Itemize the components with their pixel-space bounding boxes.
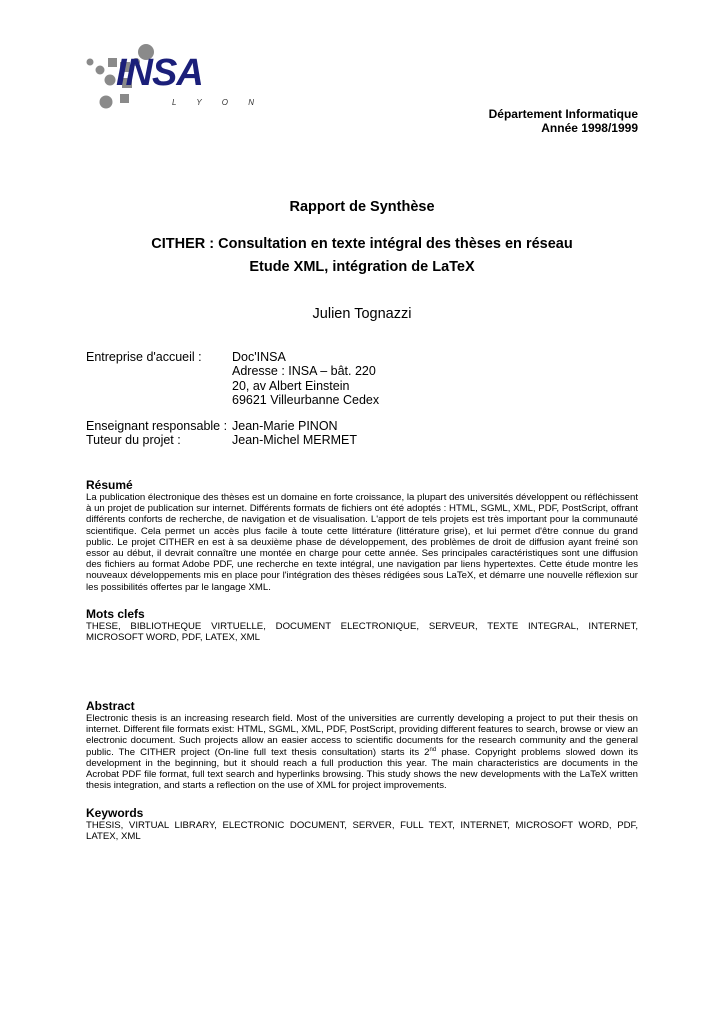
title-line-1: CITHER : Consultation en texte intégral des thèses en réseau [151,236,573,252]
tutor-label: Tuteur du projet : [86,433,181,448]
host-line: Doc'INSA [232,350,286,364]
host-line: Adresse : INSA – bât. 220 [232,364,376,379]
mots-clefs-heading: Mots clefs [86,607,145,621]
tutor-name: Jean-Michel MERMET [232,433,358,448]
abstract-text-part: phase. Copyright problems slowed down its development in the beginning, but it should reach a full production this year. The main characteristics are documents in the Acrobat PDF file format, full text search and hyperlinks browsing. This study shows the new developments with the LaTeX written thesis integration, and starts a reflection on the use of XML for project improvements. [86,746,638,792]
keywords-heading: Keywords [86,806,144,820]
teacher-name: Jean-Marie PINON [232,419,338,433]
report-type: Rapport de Synthèse [289,199,435,215]
host-line: 20, av Albert Einstein [232,378,350,393]
department-block [489,107,638,135]
host-line: 69621 Villeurbanne Cedex [232,393,380,408]
abstract-text-part: Electronic thesis is an increasing research field. Most of the universities are currently developing a project to put their thesis on internet. Different file formats exist: HTML, SGML, XML, PDF, PostScript, providing different features to search, browse or view an electronic document. Such projects allow an easier access to scientific documents for the research community and the general public. The CITHER project (On-line full text thesis consultation) starts its 2 [86,713,638,758]
supervisors [86,419,638,449]
logo-city: L Y O N [172,98,264,107]
department-name: Département Informatique [488,107,638,121]
mots-clefs-text: THESE, BIBLIOTHEQUE VIRTUELLE, DOCUMENT ELECTRONIQUE, SERVEUR, TEXTE INTEGRAL, INTERNET, MICROSOFT WORD, PDF, LATEX, XML [86,621,638,644]
ordinal-suffix: nd [429,746,437,753]
keywords-text: THESIS, VIRTUAL LIBRARY, ELECTRONIC DOCUMENT, SERVER, FULL TEXT, INTERNET, MICROSOFT WORD, PDF, LATEX, XML [86,820,638,843]
resume-text: La publication électronique des thèses est un domaine en forte croissance, la plupart des universités développent ou réfléchissent à un projet de publication sur internet. Différents formats de fichiers ont été adoptés : HTML, SGML, XML, PDF, PostScript, offrant différents conforts de recherche, de navigation et de visualisation. L'apport de tels projets est très important pour la communauté scientifique. Cela permet un accès plus facile à toute cette littérature (littérature grise), et lui permet d'être connue du grand public. Le projet CITHER en est à sa deuxième phase de développement, des problèmes de droit de diffusion ayant freiné son essor au début, il devrait connaître une montée en charge pour cette année. Ses principales caractéristiques sont une diffusion des fichiers au format Adobe PDF, une recherche en texte intégral, une navigation par liens hypertextes. Cette étude montre les nouveaux développements mis en place pour l'intégration des thèses rédigées sous LaTeX, et démarre une nouvelle réflexion sur les possibilités offertes par le langage XML. [86,492,638,593]
author-name: Julien Tognazzi [312,306,412,322]
logo-wordmark: INSA [116,52,203,94]
host-info [86,350,638,410]
academic-year: Année 1998/1999 [541,121,638,135]
abstract-text [86,713,638,791]
title-line-2: Etude XML, intégration de LaTeX [249,259,475,275]
teacher-label: Enseignant responsable : [86,419,228,433]
host-label: Entreprise d'accueil : [86,350,202,364]
abstract-heading: Abstract [86,699,135,713]
resume-heading: Résumé [86,478,133,492]
